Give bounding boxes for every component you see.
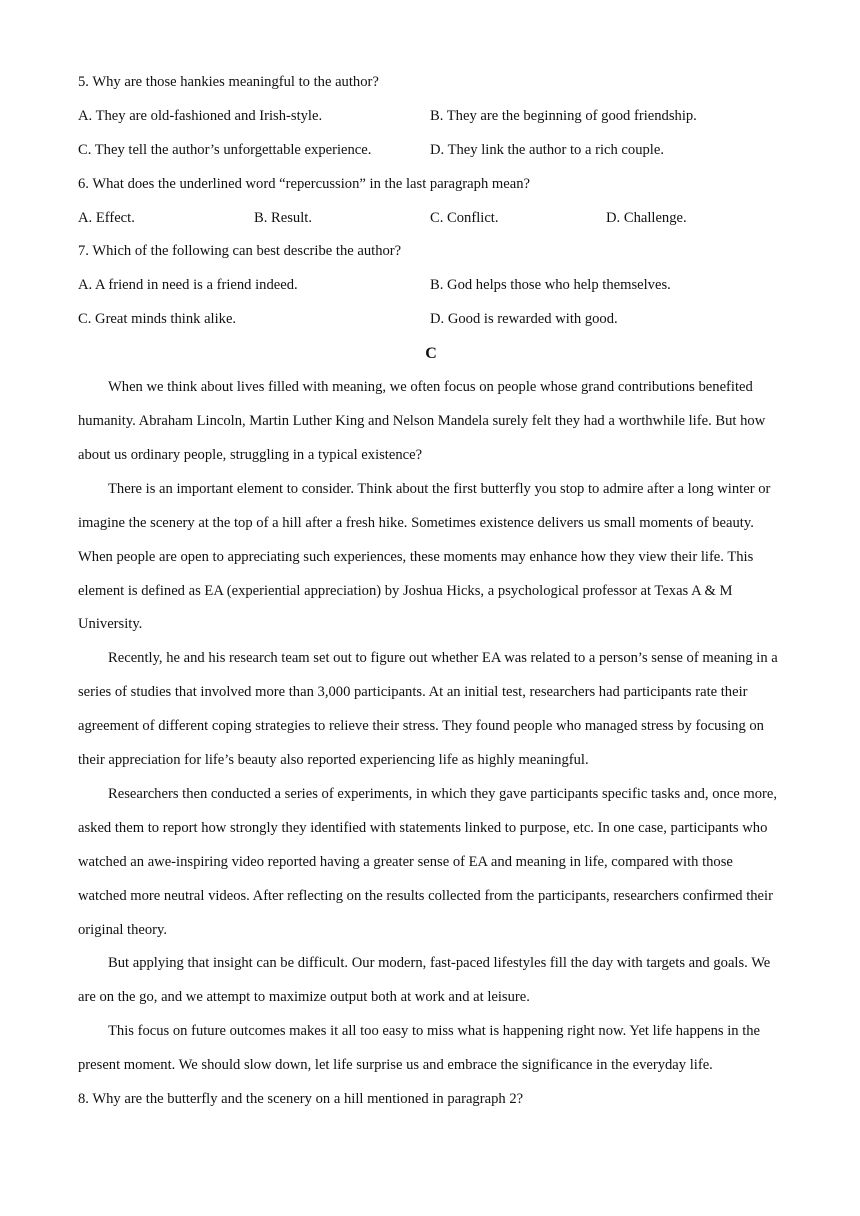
passage-paragraph-3: Recently, he and his research team set out to figure out whether EA was related to a person’s sense of meaning in a series of studies that involved more than 3,000 participants. At an initial test, researchers had participants rate their agreement of different coping strategies to relieve their stress. They found people who managed stress by focusing on their appreciation for life’s beauty also reported experiencing life as highly meaningful. — [78, 650, 778, 769]
question-5-option-c: C. They tell the author’s unforgettable experience. — [78, 141, 372, 158]
question-5-option-d: D. They link the author to a rich couple. — [430, 141, 664, 158]
question-6-option-c: C. Conflict. — [430, 209, 499, 226]
question-7-stem: 7. Which of the following can best describe the author? — [78, 243, 402, 260]
passage-paragraph-2: There is an important element to consider. Think about the first butterfly you stop to admire after a long winter or imagine the scenery at the top of a hill after a fresh hike. Sometimes existence delivers us small moments of beauty. When people are open to appreciating such experiences, these moments may enhance how they view their life. This element is defined as EA (experiential appreciation) by Joshua Hicks, a psychological professor at Texas A & M University. — [78, 480, 771, 633]
passage-paragraph-6: This focus on future outcomes makes it all too easy to miss what is happening right now. Yet life happens in the present moment. We should slow down, let life surprise us and embrace the significance in the everyday life. — [78, 1023, 761, 1074]
passage-paragraph-5: But applying that insight can be difficult. Our modern, fast-paced lifestyles fill the day with targets and goals. We are on the go, and we attempt to maximize output both at work and at leisure. — [78, 955, 771, 1006]
question-6-option-a: A. Effect. — [78, 209, 135, 226]
question-7-option-a: A. A friend in need is a friend indeed. — [78, 277, 298, 294]
question-5-option-b: B. They are the beginning of good friendship. — [430, 107, 697, 124]
question-5-options-row-1 — [78, 100, 784, 134]
question-7-options-row-1 — [78, 269, 784, 303]
question-5-options-row-2 — [78, 134, 784, 168]
section-title: C — [425, 345, 437, 363]
document-page — [78, 66, 784, 1117]
question-8-stem: 8. Why are the butterfly and the scenery on a hill mentioned in paragraph 2? — [78, 1091, 524, 1108]
question-5-stem: 5. Why are those hankies meaningful to the author? — [78, 74, 379, 90]
question-6-stem: 6. What does the underlined word “repercussion” in the last paragraph mean? — [78, 175, 530, 192]
question-7-option-d: D. Good is rewarded with good. — [430, 311, 618, 328]
question-7-option-c: C. Great minds think alike. — [78, 311, 237, 328]
question-6-option-b: B. Result. — [254, 209, 312, 226]
passage-paragraph-4: Researchers then conducted a series of experiments, in which they gave participants specific tasks and, once more, asked them to report how strongly they identified with statements linked to purpose, etc. In one case, participants who watched an awe-inspiring video reported having a greater sense of EA and meaning in life, compared with those watched more neutral videos. After reflecting on the results collected from the participants, researchers confirmed their original theory. — [78, 785, 778, 938]
question-5-option-a: A. They are old-fashioned and Irish-style. — [78, 107, 323, 124]
question-6-options-row — [78, 202, 784, 236]
passage-paragraph-1: When we think about lives filled with meaning, we often focus on people whose grand contributions benefited humanity. Abraham Lincoln, Martin Luther King and Nelson Mandela surely felt they had a worthwhile life. But how about us ordinary people, struggling in a typical existence? — [78, 379, 766, 463]
question-7-option-b: B. God helps those who help themselves. — [430, 277, 671, 294]
question-7-options-row-2 — [78, 303, 784, 337]
question-6-option-d: D. Challenge. — [606, 209, 687, 226]
